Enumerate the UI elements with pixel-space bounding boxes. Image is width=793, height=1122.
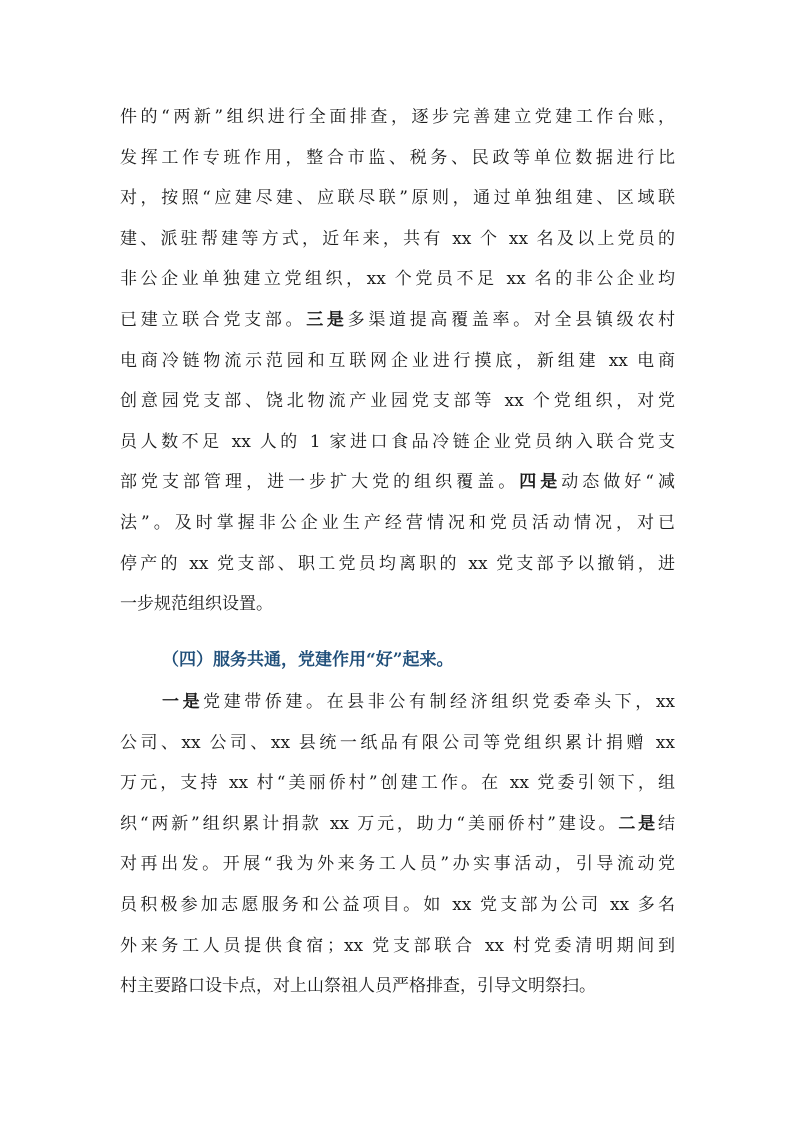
text-line xyxy=(120,391,675,411)
bold-text-segment: 四是 xyxy=(519,472,562,493)
text-segment: 员人数不足 xx 人的 1 家进口食品冷链企业党员纳入联合党支 xyxy=(120,431,675,452)
text-segment: 动态做好“减 xyxy=(561,472,675,493)
text-segment: 外来务工人员提供食宿；xx 党支部联合 xx 村党委清明期间到 xyxy=(120,935,675,956)
text-segment: 一步规范组织设置。 xyxy=(120,594,273,615)
bold-text-segment: 三是 xyxy=(306,310,348,330)
text-segment: 村主要路口设卡点，对上山祭祖人员严格排查，引导文明祭扫。 xyxy=(120,976,596,997)
text-segment: 非公企业单独建立党组织，xx 个党员不足 xx 名的非公企业均 xyxy=(120,269,675,290)
text-segment: 党建带侨建。在县非公有制经济组织党委牵头下，xx xyxy=(203,692,675,712)
text-line xyxy=(120,269,675,289)
bold-text-segment: 二是 xyxy=(618,813,659,834)
text-line xyxy=(120,472,675,492)
bold-text-segment: 一是 xyxy=(162,692,204,712)
text-line xyxy=(120,188,675,208)
text-line xyxy=(120,895,675,915)
text-segment: 员积极参加志愿服务和公益项目。如 xx 党支部为公司 xx 多名 xyxy=(120,895,675,915)
text-segment: 法”。及时掌握非公企业生产经营情况和党员活动情况，对已 xyxy=(120,513,675,533)
text-segment: 部党支部管理，进一步扩大党的组织覆盖。 xyxy=(120,472,520,493)
text-line xyxy=(120,773,675,793)
text-segment: 万元，支持 xx 村“美丽侨村”创建工作。在 xx 党委引领下，组 xyxy=(120,773,675,794)
text-line xyxy=(120,229,675,249)
text-segment: 已建立联合党支部。 xyxy=(120,310,307,330)
text-segment: 织“两新”组织累计捐款 xx 万元，助力“美丽侨村”建设。 xyxy=(120,813,619,834)
text-line xyxy=(120,432,675,452)
text-segment: 发挥工作专班作用，整合市监、税务、民政等单位数据进行比 xyxy=(120,147,675,168)
section-heading-4: （四）服务共通，党建作用“好”起来。 xyxy=(162,650,454,670)
text-segment: 对再出发。开展“我为外来务工人员”办实事活动，引导流动党 xyxy=(120,854,675,875)
text-segment: 创意园党支部、饶北物流产业园党支部等 xx 个党组织，对党 xyxy=(120,391,675,412)
text-line xyxy=(120,310,675,330)
text-segment: 公司、xx 公司、xx 县统一纸品有限公司等党组织累计捐赠 xx xyxy=(120,732,675,753)
text-segment: 停产的 xx 党支部、职工党员均离职的 xx 党支部予以撤销，进 xyxy=(120,553,675,574)
text-line xyxy=(120,976,675,996)
text-segment: 多渠道提高覆盖率。对全县镇级农村 xyxy=(347,310,676,330)
text-line xyxy=(120,733,675,753)
text-line xyxy=(120,554,675,574)
text-line xyxy=(120,148,675,168)
text-line xyxy=(162,692,675,712)
text-line xyxy=(120,814,675,834)
text-line xyxy=(120,513,675,533)
text-segment: 结 xyxy=(658,813,676,834)
text-line xyxy=(120,594,675,614)
text-segment: 电商冷链物流示范园和互联网企业进行摸底，新组建 xx 电商 xyxy=(120,350,675,371)
text-line xyxy=(120,854,675,874)
text-segment: 件的“两新”组织进行全面排查，逐步完善建立党建工作台账， xyxy=(120,107,675,127)
text-line xyxy=(120,351,675,371)
text-segment: 建、派驻帮建等方式，近年来，共有 xx 个 xx 名及以上党员的 xyxy=(120,228,675,249)
text-line xyxy=(120,936,675,956)
text-segment: 对，按照“应建尽建、应联尽联”原则，通过单独组建、区域联 xyxy=(120,188,675,209)
text-line xyxy=(120,107,675,127)
